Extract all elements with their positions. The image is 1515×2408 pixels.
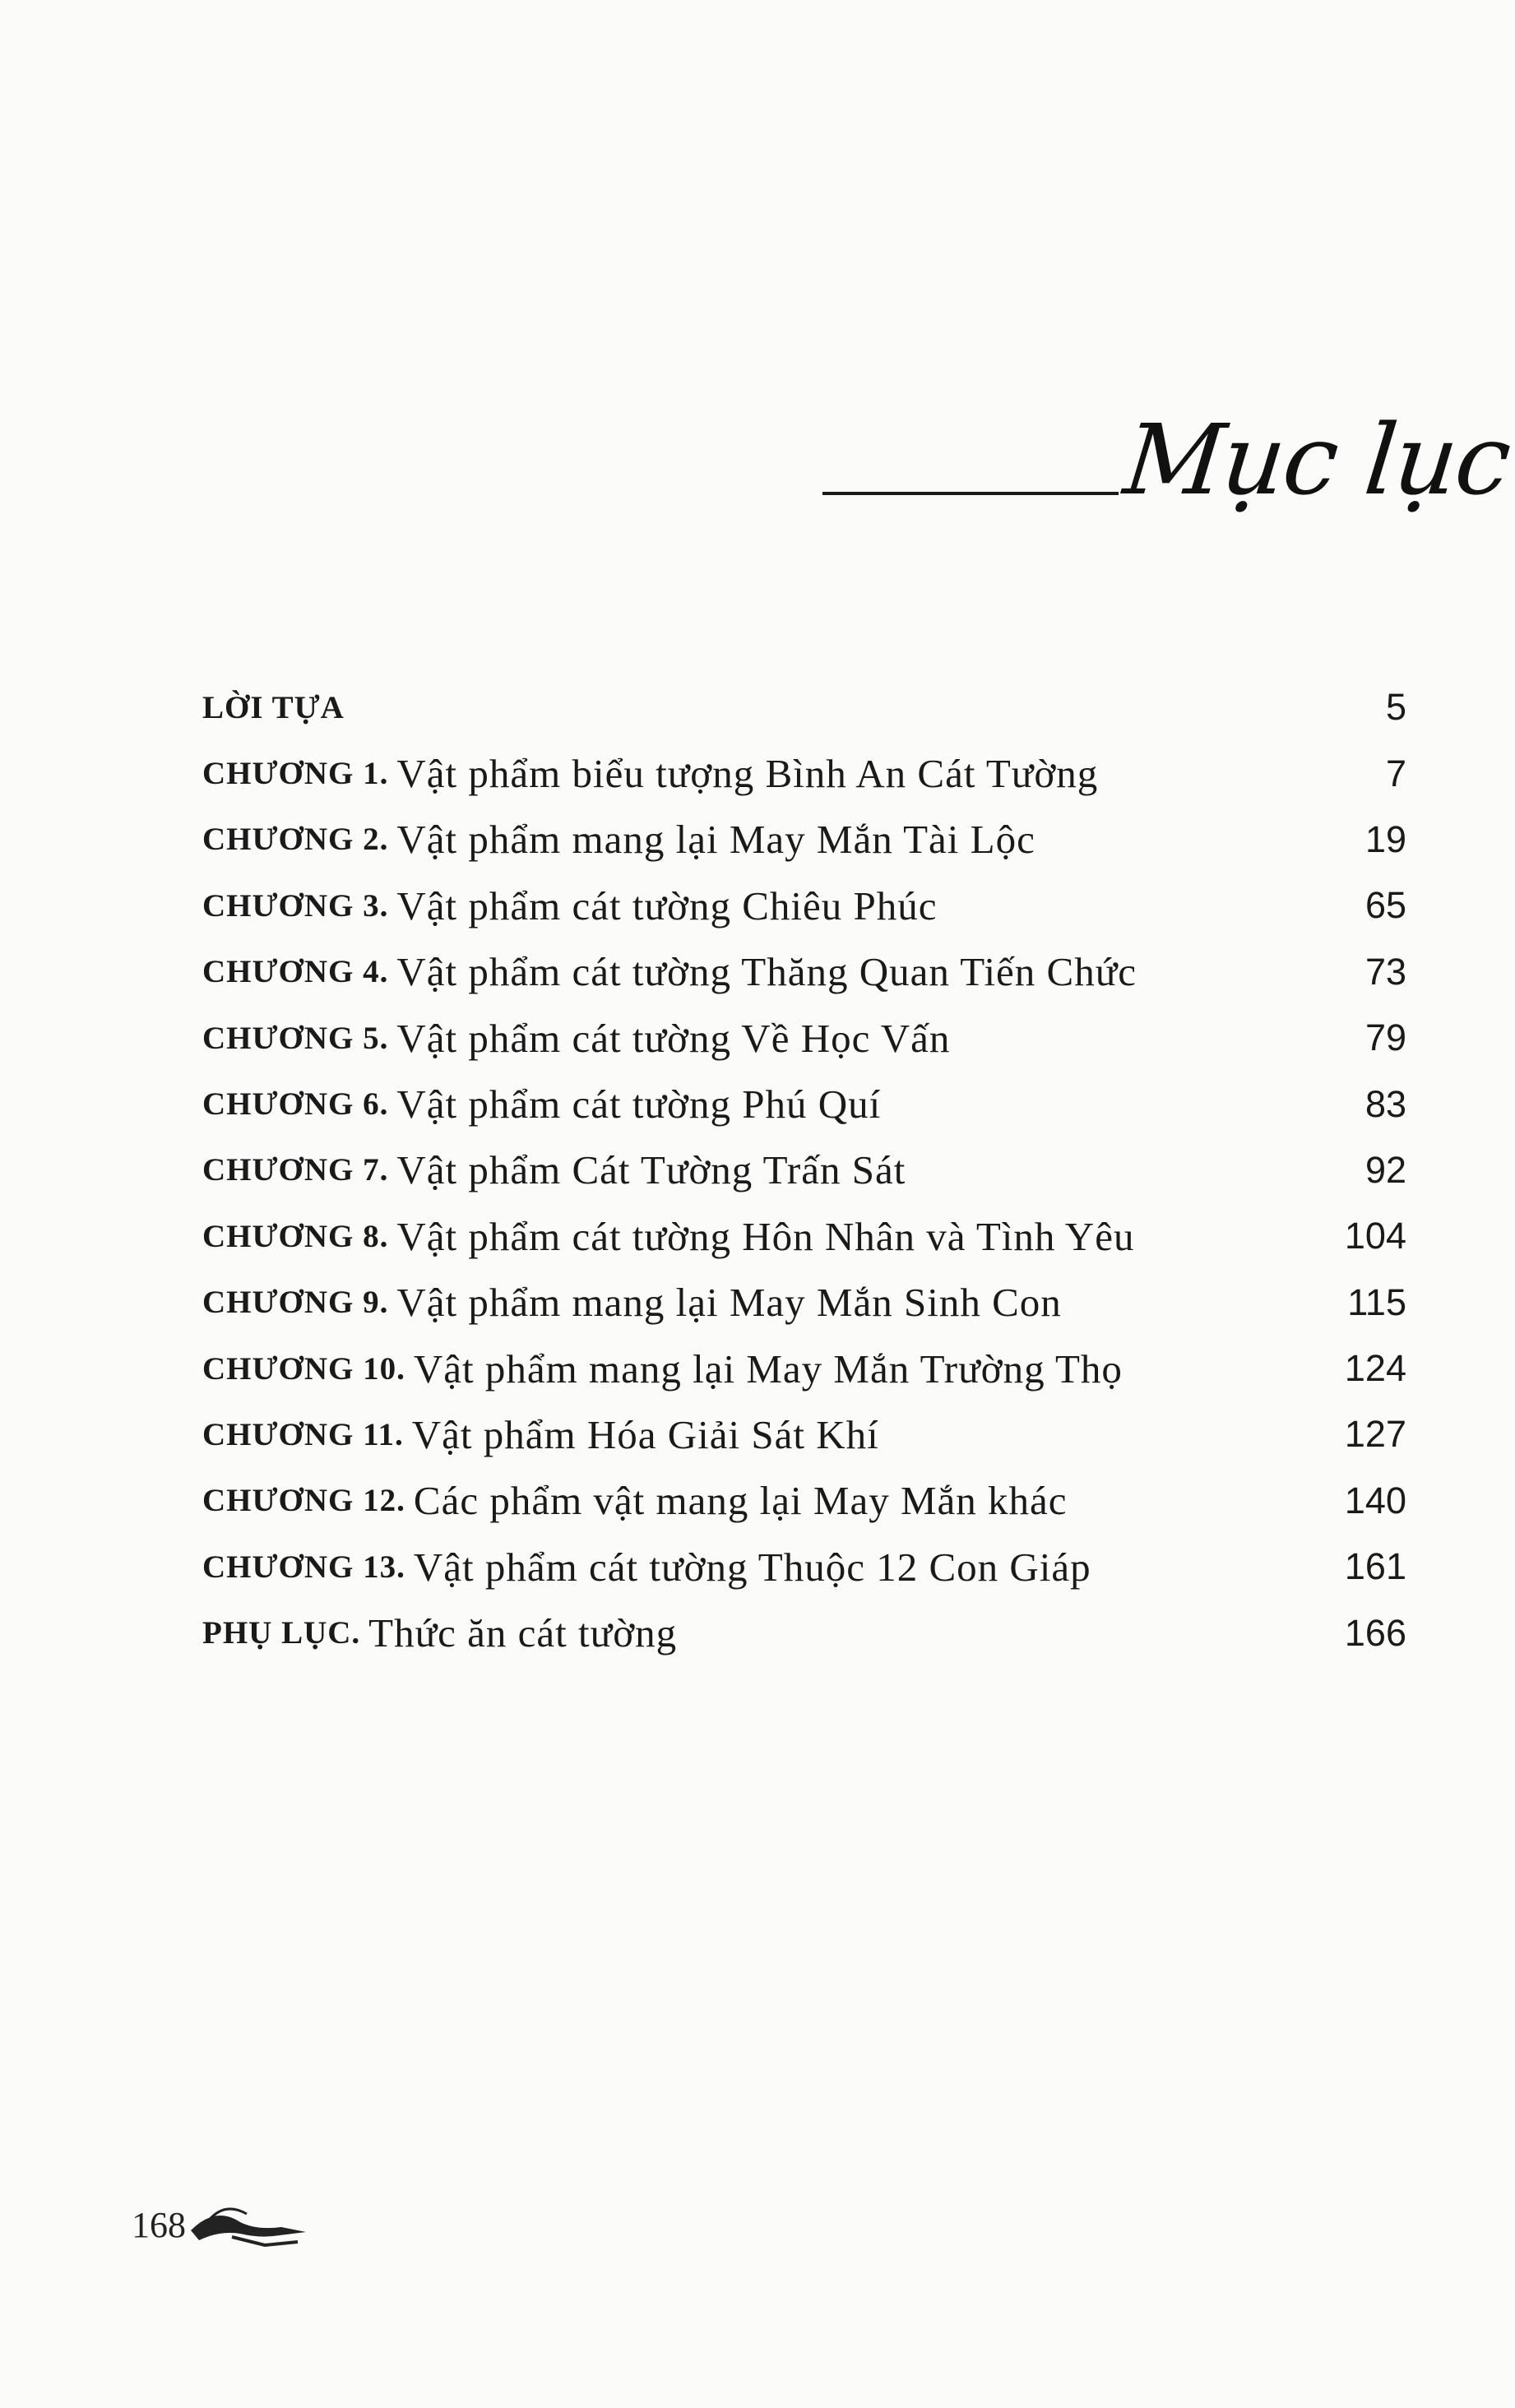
toc-page-number: 19 <box>1364 817 1406 860</box>
page-title: Mục lục <box>1119 403 1515 516</box>
toc-title: Vật phẩm cát tường Hôn Nhân và Tình Yêu <box>396 1213 1135 1259</box>
toc-title: Vật phẩm mang lại May Mắn Sinh Con <box>396 1280 1062 1326</box>
toc-label: CHƯƠNG 13. <box>202 1549 405 1585</box>
toc-label: CHƯƠNG 12. <box>202 1483 405 1519</box>
toc-page-number: 5 <box>1385 686 1406 729</box>
toc-title: Vật phẩm Cát Tường Trấn Sát <box>396 1147 906 1193</box>
toc-row-chapter-2[interactable] <box>202 807 1415 873</box>
toc-page-number: 104 <box>1344 1215 1406 1257</box>
toc-page-number: 92 <box>1364 1148 1406 1191</box>
toc-row-chapter-7[interactable] <box>202 1137 1415 1203</box>
toc-page-number: 79 <box>1364 1016 1406 1059</box>
toc-page-number: 166 <box>1344 1611 1406 1654</box>
toc-title: Vật phẩm mang lại May Mắn Trường Thọ <box>413 1345 1123 1392</box>
toc-label: CHƯƠNG 1. <box>202 756 389 792</box>
toc-row-chapter-5[interactable] <box>202 1005 1415 1071</box>
toc-title: Vật phẩm cát tường Về Học Vấn <box>396 1015 951 1061</box>
table-of-contents <box>202 674 1415 1666</box>
toc-title: Vật phẩm Hóa Giải Sát Khí <box>411 1411 879 1457</box>
toc-page-number: 73 <box>1364 950 1406 993</box>
toc-label: CHƯƠNG 11. <box>202 1416 404 1452</box>
toc-row-chapter-3[interactable] <box>202 873 1415 938</box>
toc-page-number: 65 <box>1364 884 1406 927</box>
toc-label: PHỤ LỤC. <box>202 1615 361 1651</box>
toc-page-number: 127 <box>1344 1413 1406 1456</box>
toc-row-chapter-11[interactable] <box>202 1401 1415 1467</box>
toc-label: CHƯƠNG 4. <box>202 954 389 990</box>
toc-label: CHƯƠNG 8. <box>202 1218 389 1254</box>
toc-label: CHƯƠNG 10. <box>202 1350 405 1387</box>
toc-page-number: 7 <box>1385 752 1406 794</box>
toc-row-chapter-13[interactable] <box>202 1534 1415 1600</box>
toc-label: CHƯƠNG 7. <box>202 1152 389 1188</box>
toc-label: CHƯƠNG 3. <box>202 887 389 924</box>
toc-title: Thức ăn cát tường <box>368 1610 678 1656</box>
toc-row-chapter-9[interactable] <box>202 1270 1415 1336</box>
toc-label: CHƯƠNG 2. <box>202 822 389 858</box>
toc-title: Vật phẩm biểu tượng Bình An Cát Tường <box>396 751 1099 797</box>
toc-page-number: 140 <box>1344 1479 1406 1521</box>
toc-page-number: 124 <box>1344 1347 1406 1390</box>
toc-title: Các phẩm vật mang lại May Mắn khác <box>413 1478 1068 1524</box>
toc-label: CHƯƠNG 9. <box>202 1285 389 1321</box>
toc-title: Vật phẩm cát tường Chiêu Phúc <box>396 882 938 928</box>
toc-title: Vật phẩm cát tường Thăng Quan Tiến Chức <box>396 949 1137 995</box>
bird-ornament-icon <box>183 2197 314 2247</box>
toc-row-chapter-4[interactable] <box>202 939 1415 1005</box>
toc-page-number: 83 <box>1364 1082 1406 1125</box>
toc-row-chapter-10[interactable] <box>202 1336 1415 1401</box>
toc-title: Vật phẩm cát tường Thuộc 12 Con Giáp <box>413 1544 1091 1590</box>
toc-title: Vật phẩm cát tường Phú Quí <box>396 1081 882 1128</box>
toc-page-number: 115 <box>1347 1280 1406 1323</box>
toc-row-chapter-1[interactable] <box>202 740 1415 806</box>
toc-label: CHƯƠNG 6. <box>202 1086 389 1123</box>
toc-row-chapter-8[interactable] <box>202 1203 1415 1269</box>
toc-label: CHƯƠNG 5. <box>202 1020 389 1056</box>
toc-page-number: 161 <box>1344 1545 1406 1588</box>
title-rule <box>822 492 1119 495</box>
toc-row-chapter-12[interactable] <box>202 1468 1415 1534</box>
page-number: 168 <box>132 2205 186 2245</box>
toc-title: Vật phẩm mang lại May Mắn Tài Lộc <box>396 817 1035 863</box>
toc-row-preface[interactable] <box>202 674 1415 740</box>
toc-label: LỜI TỰA <box>202 689 345 725</box>
toc-row-appendix[interactable] <box>202 1600 1415 1665</box>
toc-row-chapter-6[interactable] <box>202 1071 1415 1137</box>
